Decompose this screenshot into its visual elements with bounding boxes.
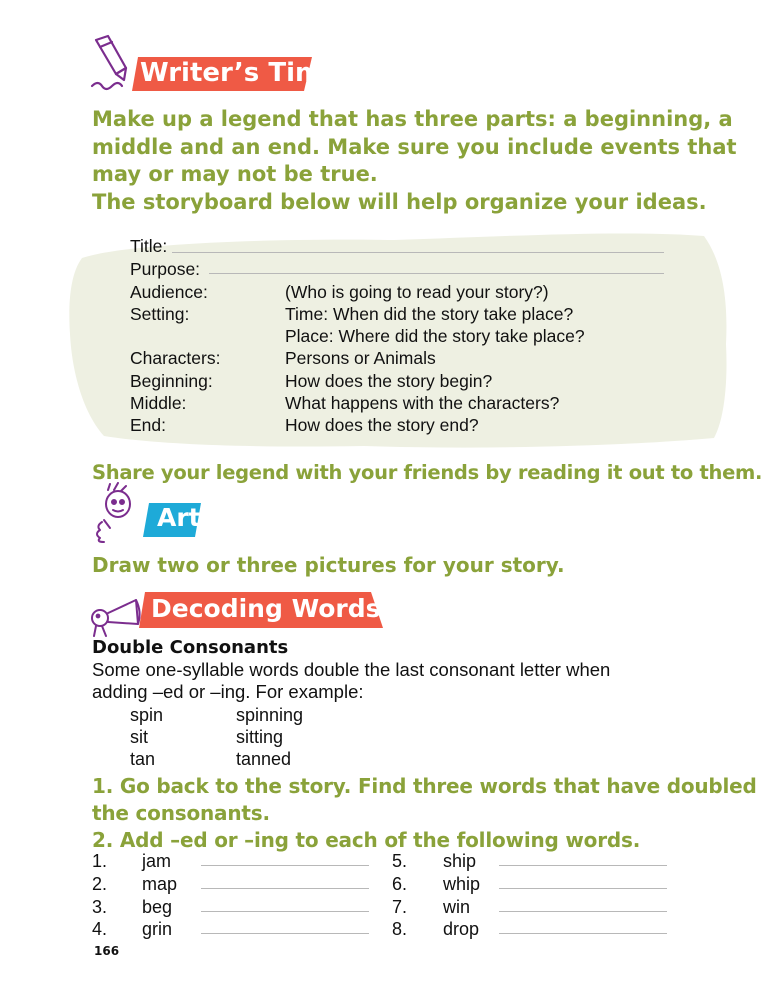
storyboard-row-value: How does the story end? — [285, 415, 479, 435]
exercise-number: 7. — [392, 897, 408, 917]
exercise-number: 4. — [92, 919, 108, 939]
storyboard-row-label: Characters: — [130, 348, 221, 368]
intro-line: Some one-syllable words double the last consonant letter when — [92, 659, 611, 680]
art-heading: Art — [157, 503, 201, 532]
exercise-number: 3. — [92, 897, 108, 917]
storyboard-title-label: Title: — [130, 236, 168, 256]
double-consonants-subheading: Double Consonants — [92, 637, 289, 658]
writers-time-heading: Writer’s Time — [140, 58, 340, 88]
answer-line[interactable] — [499, 865, 667, 866]
pencil-icon — [86, 34, 138, 92]
task-1-line: 1. Go back to the story. Find three words that have doubled — [92, 774, 757, 798]
exercise-word: whip — [443, 874, 481, 894]
megaphone-icon — [84, 594, 144, 640]
art-banner — [143, 503, 201, 537]
exercise-word: map — [142, 874, 178, 894]
answer-line[interactable] — [201, 933, 369, 934]
exercise-word: ship — [443, 851, 477, 871]
exercise-word: beg — [142, 897, 173, 917]
exercise-word: drop — [443, 919, 480, 939]
storyboard-row-label: End: — [130, 415, 166, 435]
thinking-face-icon — [88, 482, 148, 544]
art-instruction: Draw two or three pictures for your story. — [92, 553, 565, 577]
instruction-line: Make up a legend that has three parts: a beginning, a — [92, 107, 733, 131]
storyboard-purpose-label: Purpose: — [130, 259, 201, 279]
instruction-line: may or may not be true. — [92, 162, 378, 186]
storyboard-row-label: Setting: — [130, 304, 190, 324]
instruction-line: The storyboard below will help organize your ideas. — [92, 189, 707, 214]
task-1 — [92, 773, 757, 827]
example-base: spin — [130, 705, 164, 725]
answer-line[interactable] — [499, 888, 667, 889]
storyboard-row-value: Place: Where did the story take place? — [285, 326, 585, 346]
storyboard-row-value: Persons or Animals — [285, 348, 436, 368]
exercise-word: grin — [142, 919, 173, 939]
example-base: sit — [130, 727, 148, 747]
exercise-word: jam — [142, 851, 172, 871]
exercise-number: 6. — [392, 874, 408, 894]
task-1-line: the consonants. — [92, 801, 270, 825]
intro-line: adding –ed or –ing. For example: — [92, 681, 364, 702]
exercise-number: 5. — [392, 851, 408, 871]
storyboard-row-label: Beginning: — [130, 371, 213, 391]
example-result: sitting — [236, 727, 284, 747]
page-number: 166 — [94, 944, 120, 958]
example-base: tan — [130, 749, 156, 769]
answer-line[interactable] — [201, 888, 369, 889]
answer-line[interactable] — [201, 865, 369, 866]
storyboard-row-value: (Who is going to read your story?) — [285, 282, 549, 302]
title-write-line[interactable] — [172, 252, 664, 253]
answer-line[interactable] — [499, 911, 667, 912]
decoding-words-banner — [139, 592, 383, 628]
decoding-words-heading: Decoding Words — [151, 594, 381, 623]
instruction-line: middle and an end. Make sure you include events that — [92, 134, 737, 159]
task-2: 2. Add –ed or –ing to each of the following words. — [92, 828, 641, 852]
answer-line[interactable] — [201, 911, 369, 912]
exercise-number: 8. — [392, 919, 408, 939]
example-result: tanned — [236, 749, 292, 769]
purpose-write-line[interactable] — [209, 273, 664, 274]
decoding-intro — [92, 659, 610, 703]
exercise-word: win — [443, 897, 471, 917]
answer-line[interactable] — [499, 933, 667, 934]
exercise-number: 2. — [92, 874, 108, 894]
storyboard-row-value: Time: When did the story take place? — [285, 304, 574, 324]
share-instruction: Share your legend with your friends by reading it out to them. — [92, 461, 763, 484]
example-result: spinning — [236, 705, 304, 725]
exercise-number: 1. — [92, 851, 108, 871]
storyboard-row-label: Middle: — [130, 393, 187, 413]
storyboard-row-label: Audience: — [130, 282, 208, 302]
writers-time-banner — [132, 57, 340, 91]
storyboard-row-value: What happens with the characters? — [285, 393, 560, 413]
storyboard-row-value: How does the story begin? — [285, 371, 493, 391]
writers-time-instructions — [92, 106, 737, 216]
